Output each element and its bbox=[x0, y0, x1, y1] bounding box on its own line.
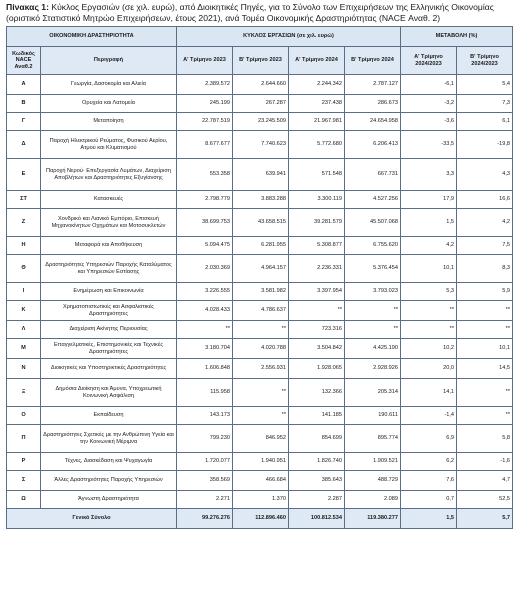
row-q2-2024: 667.731 bbox=[345, 159, 401, 191]
row-q1-2024: 3.397.954 bbox=[289, 283, 345, 301]
row-q1-2023: 358.569 bbox=[177, 471, 233, 491]
row-q1-change: -1,4 bbox=[401, 407, 457, 425]
row-code: Ρ bbox=[7, 453, 41, 471]
row-q2-2023: 2.644.660 bbox=[233, 75, 289, 95]
table-row bbox=[7, 453, 513, 471]
row-q2-2023: 4.020.788 bbox=[233, 339, 289, 359]
row-q1-2024: 2.236.331 bbox=[289, 255, 345, 283]
total-q1-2023: 99.276.276 bbox=[177, 509, 233, 529]
table-row bbox=[7, 113, 513, 131]
row-q2-2024: 4.527.256 bbox=[345, 191, 401, 209]
table-row bbox=[7, 407, 513, 425]
row-description: Επαγγελματικές, Επιστημονικές και Τεχνικές Δραστηριότητες bbox=[41, 339, 177, 359]
row-code: Η bbox=[7, 237, 41, 255]
row-code: Ε bbox=[7, 159, 41, 191]
row-q2-change: -1,6 bbox=[457, 453, 513, 471]
row-description: Δημόσια Διοίκηση και Άμυνα, Υποχρεωτική Κοινωνική Ασφάλιση bbox=[41, 379, 177, 407]
row-q2-change: 14,5 bbox=[457, 359, 513, 379]
row-q1-2023: 22.787.519 bbox=[177, 113, 233, 131]
row-q1-change: 0,7 bbox=[401, 491, 457, 509]
row-description: Παροχή Νερού· Επεξεργασία Λυμάτων, Διαχείριση Αποβλήτων και Δραστηριότητες Εξυγίανσης bbox=[41, 159, 177, 191]
row-code: ΣΤ bbox=[7, 191, 41, 209]
row-q2-2024: 3.793.023 bbox=[345, 283, 401, 301]
row-description: Χονδρικό και Λιανικό Εμπόριο, Επισκευή Μηχανοκίνητων Οχημάτων και Μοτοσυκλετών bbox=[41, 209, 177, 237]
row-q1-2024: 723.316 bbox=[289, 321, 345, 339]
row-description: Δραστηριότητες Σχετικές με την Ανθρώπινη Υγεία και την Κοινωνική Μέριμνα bbox=[41, 425, 177, 453]
row-q2-2024: 24.654.958 bbox=[345, 113, 401, 131]
row-q1-2024: 1.826.740 bbox=[289, 453, 345, 471]
row-code: Δ bbox=[7, 131, 41, 159]
row-q2-2024: 488.729 bbox=[345, 471, 401, 491]
total-q2-2023: 112.896.460 bbox=[233, 509, 289, 529]
row-q2-change: 10,1 bbox=[457, 339, 513, 359]
row-q2-2024: ** bbox=[345, 321, 401, 339]
table-row bbox=[7, 339, 513, 359]
row-q1-2023: 3.226.555 bbox=[177, 283, 233, 301]
row-q1-2023: 2.798.779 bbox=[177, 191, 233, 209]
row-q2-2024: 895.774 bbox=[345, 425, 401, 453]
row-q1-2024: 39.281.579 bbox=[289, 209, 345, 237]
row-code: Κ bbox=[7, 301, 41, 321]
code-column-header: Κωδικός NACE Αναθ.2 bbox=[7, 47, 41, 75]
row-q1-2023: 2.030.369 bbox=[177, 255, 233, 283]
row-q1-2023: 799.230 bbox=[177, 425, 233, 453]
q2-2023-column-header: Β' Τρίμηνο 2023 bbox=[233, 47, 289, 75]
table-row bbox=[7, 159, 513, 191]
table-row bbox=[7, 237, 513, 255]
row-description: Εκπαίδευση bbox=[41, 407, 177, 425]
row-q1-change: 20,0 bbox=[401, 359, 457, 379]
row-q1-2023: 2.271 bbox=[177, 491, 233, 509]
row-q1-2023: 2.389.572 bbox=[177, 75, 233, 95]
row-q1-2024: 5.308.877 bbox=[289, 237, 345, 255]
row-q1-change: ** bbox=[401, 321, 457, 339]
description-column-header: Περιγραφή bbox=[41, 47, 177, 75]
total-q1-2024: 100.812.534 bbox=[289, 509, 345, 529]
row-code: Θ bbox=[7, 255, 41, 283]
row-q2-2024: 2.787.127 bbox=[345, 75, 401, 95]
row-q1-2024: ** bbox=[289, 301, 345, 321]
row-code: Α bbox=[7, 75, 41, 95]
row-q2-change: 4,2 bbox=[457, 209, 513, 237]
total-q1-change: 1,5 bbox=[401, 509, 457, 529]
row-description: Διαχείριση Ακίνητης Περιουσίας bbox=[41, 321, 177, 339]
row-q2-2023: 267.287 bbox=[233, 95, 289, 113]
row-q2-change: ** bbox=[457, 301, 513, 321]
row-q2-2023: ** bbox=[233, 321, 289, 339]
row-description: Μεταποίηση bbox=[41, 113, 177, 131]
row-q2-2024: 2.089 bbox=[345, 491, 401, 509]
row-description: Μεταφορά και Αποθήκευση bbox=[41, 237, 177, 255]
row-description: Τέχνες, Διασκέδαση και Ψυχαγωγία bbox=[41, 453, 177, 471]
table-row bbox=[7, 379, 513, 407]
row-q1-2024: 571.548 bbox=[289, 159, 345, 191]
row-q2-2023: 466.684 bbox=[233, 471, 289, 491]
row-q2-2024: 5.376.454 bbox=[345, 255, 401, 283]
row-q2-change: -19,8 bbox=[457, 131, 513, 159]
row-q2-change: 5,8 bbox=[457, 425, 513, 453]
row-description: Άγνωστη Δραστηριότητα bbox=[41, 491, 177, 509]
row-q2-2024: 1.909.521 bbox=[345, 453, 401, 471]
row-q2-2023: 846.952 bbox=[233, 425, 289, 453]
table-row bbox=[7, 283, 513, 301]
row-q1-2024: 5.772.680 bbox=[289, 131, 345, 159]
activity-group-header: ΟΙΚΟΝΟΜΙΚΗ ΔΡΑΣΤΗΡΙΟΤΗΤΑ bbox=[7, 27, 177, 47]
row-q1-change: 10,2 bbox=[401, 339, 457, 359]
row-q1-2024: 237.438 bbox=[289, 95, 345, 113]
table-row bbox=[7, 425, 513, 453]
row-q1-2024: 2.287 bbox=[289, 491, 345, 509]
row-q2-2024: 45.507.068 bbox=[345, 209, 401, 237]
row-q2-change: ** bbox=[457, 407, 513, 425]
row-description: Ορυχεία και Λατομεία bbox=[41, 95, 177, 113]
row-description: Κατασκευές bbox=[41, 191, 177, 209]
row-q2-change: 4,3 bbox=[457, 159, 513, 191]
row-q1-change: 6,2 bbox=[401, 453, 457, 471]
row-q1-change: -3,6 bbox=[401, 113, 457, 131]
table-row bbox=[7, 95, 513, 113]
row-description: Παροχή Ηλεκτρικού Ρεύματος, Φυσικού Αερίου, Ατμού και Κλιματισμού bbox=[41, 131, 177, 159]
table-row bbox=[7, 321, 513, 339]
row-q2-change: 7,3 bbox=[457, 95, 513, 113]
table-caption bbox=[6, 2, 512, 24]
row-q1-2023: 143.173 bbox=[177, 407, 233, 425]
row-q1-2023: 1.720.077 bbox=[177, 453, 233, 471]
row-code: Ζ bbox=[7, 209, 41, 237]
turnover-table bbox=[6, 26, 513, 529]
row-q1-2024: 854.699 bbox=[289, 425, 345, 453]
row-q1-change: -33,5 bbox=[401, 131, 457, 159]
row-q2-change: 6,1 bbox=[457, 113, 513, 131]
row-q2-2023: 23.245.509 bbox=[233, 113, 289, 131]
row-q2-change: 52,5 bbox=[457, 491, 513, 509]
row-q1-change: 1,5 bbox=[401, 209, 457, 237]
row-q1-change: 7,6 bbox=[401, 471, 457, 491]
row-q1-2023: 115.958 bbox=[177, 379, 233, 407]
row-q2-2023: 4.964.157 bbox=[233, 255, 289, 283]
row-q2-2024: 190.611 bbox=[345, 407, 401, 425]
row-q2-2024: ** bbox=[345, 301, 401, 321]
row-code: Ο bbox=[7, 407, 41, 425]
table-row bbox=[7, 255, 513, 283]
row-q1-2023: 245.199 bbox=[177, 95, 233, 113]
row-q2-2023: 2.556.931 bbox=[233, 359, 289, 379]
row-q1-change: -3,2 bbox=[401, 95, 457, 113]
row-code: Β bbox=[7, 95, 41, 113]
total-q2-change: 5,7 bbox=[457, 509, 513, 529]
row-code: Ξ bbox=[7, 379, 41, 407]
row-q2-2023: 6.281.955 bbox=[233, 237, 289, 255]
table-row bbox=[7, 209, 513, 237]
q1-change-column-header: Α' Τρίμηνο 2024/2023 bbox=[401, 47, 457, 75]
row-q2-2024: 6.206.413 bbox=[345, 131, 401, 159]
row-q2-2023: 43.658.515 bbox=[233, 209, 289, 237]
q1-2024-column-header: Α' Τρίμηνο 2024 bbox=[289, 47, 345, 75]
table-row bbox=[7, 191, 513, 209]
turnover-group-header: ΚΥΚΛΟΣ ΕΡΓΑΣΙΩΝ (σε χιλ. ευρώ) bbox=[177, 27, 401, 47]
row-q2-2023: ** bbox=[233, 407, 289, 425]
change-group-header: ΜΕΤΑΒΟΛΗ (%) bbox=[401, 27, 513, 47]
row-q2-2023: 3.883.288 bbox=[233, 191, 289, 209]
row-code: Π bbox=[7, 425, 41, 453]
table-row bbox=[7, 75, 513, 95]
row-q2-2024: 205.314 bbox=[345, 379, 401, 407]
q2-change-column-header: Β' Τρίμηνο 2024/2023 bbox=[457, 47, 513, 75]
row-q1-2024: 3.504.842 bbox=[289, 339, 345, 359]
total-row bbox=[7, 509, 513, 529]
row-q1-2023: 38.699.753 bbox=[177, 209, 233, 237]
row-q1-change: 6,9 bbox=[401, 425, 457, 453]
row-q2-change: 5,4 bbox=[457, 75, 513, 95]
row-q2-2024: 286.673 bbox=[345, 95, 401, 113]
total-label: Γενικό Σύνολο bbox=[7, 509, 177, 529]
row-description: Διοικητικές και Υποστηρικτικές Δραστηριότητες bbox=[41, 359, 177, 379]
row-q1-2024: 2.244.342 bbox=[289, 75, 345, 95]
row-q2-2023: 3.581.982 bbox=[233, 283, 289, 301]
row-code: Γ bbox=[7, 113, 41, 131]
row-q2-change: 5,9 bbox=[457, 283, 513, 301]
row-q2-change: 8,3 bbox=[457, 255, 513, 283]
row-q1-2023: 1.606.848 bbox=[177, 359, 233, 379]
row-q2-change: 4,7 bbox=[457, 471, 513, 491]
row-code: Ω bbox=[7, 491, 41, 509]
row-q1-change: 5,3 bbox=[401, 283, 457, 301]
row-q2-change: ** bbox=[457, 379, 513, 407]
row-q2-2023: 7.740.623 bbox=[233, 131, 289, 159]
q2-2024-column-header: Β' Τρίμηνο 2024 bbox=[345, 47, 401, 75]
table-row bbox=[7, 491, 513, 509]
row-q1-2024: 132.366 bbox=[289, 379, 345, 407]
q1-2023-column-header: Α' Τρίμηνο 2023 bbox=[177, 47, 233, 75]
row-q1-2024: 385.643 bbox=[289, 471, 345, 491]
row-q2-change: ** bbox=[457, 321, 513, 339]
table-row bbox=[7, 359, 513, 379]
row-q1-2023: 8.677.677 bbox=[177, 131, 233, 159]
row-q2-2024: 6.755.620 bbox=[345, 237, 401, 255]
row-q2-2023: 1.940.951 bbox=[233, 453, 289, 471]
row-description: Άλλες Δραστηριότητες Παροχής Υπηρεσιών bbox=[41, 471, 177, 491]
row-q1-change: 17,9 bbox=[401, 191, 457, 209]
row-q2-2023: 4.786.637 bbox=[233, 301, 289, 321]
row-q2-2024: 2.928.926 bbox=[345, 359, 401, 379]
total-q2-2024: 119.380.277 bbox=[345, 509, 401, 529]
row-q1-2024: 141.185 bbox=[289, 407, 345, 425]
row-code: Ι bbox=[7, 283, 41, 301]
row-q1-2023: 4.028.433 bbox=[177, 301, 233, 321]
row-q1-change: 4,2 bbox=[401, 237, 457, 255]
row-q2-change: 7,5 bbox=[457, 237, 513, 255]
row-q1-2024: 3.300.119 bbox=[289, 191, 345, 209]
row-q1-change: -6,1 bbox=[401, 75, 457, 95]
row-q1-change: 3,3 bbox=[401, 159, 457, 191]
row-q2-2024: 4.425.190 bbox=[345, 339, 401, 359]
row-code: Λ bbox=[7, 321, 41, 339]
row-description: Γεωργία, Δασοκομία και Αλιεία bbox=[41, 75, 177, 95]
row-q1-2024: 1.928.065 bbox=[289, 359, 345, 379]
row-q1-2023: 3.180.704 bbox=[177, 339, 233, 359]
row-q1-2023: 553.358 bbox=[177, 159, 233, 191]
row-q1-change: ** bbox=[401, 301, 457, 321]
table-row bbox=[7, 131, 513, 159]
row-q2-2023: 1.370 bbox=[233, 491, 289, 509]
row-code: Μ bbox=[7, 339, 41, 359]
row-q1-2023: ** bbox=[177, 321, 233, 339]
table-body bbox=[7, 75, 513, 529]
row-q1-2024: 21.967.981 bbox=[289, 113, 345, 131]
row-q2-2023: ** bbox=[233, 379, 289, 407]
row-q1-change: 10,1 bbox=[401, 255, 457, 283]
row-description: Δραστηριότητες Υπηρεσιών Παροχής Καταλύματος και Υπηρεσιών Εστίασης bbox=[41, 255, 177, 283]
caption-label: Πίνακας 1: bbox=[6, 2, 49, 12]
row-code: Ν bbox=[7, 359, 41, 379]
row-q1-2023: 5.094.475 bbox=[177, 237, 233, 255]
row-q2-change: 16,6 bbox=[457, 191, 513, 209]
row-description: Ενημέρωση και Επικοινωνία bbox=[41, 283, 177, 301]
row-q1-change: 14,1 bbox=[401, 379, 457, 407]
caption-text: Κύκλος Εργασιών (σε χιλ. ευρώ), από Διοικητικές Πηγές, για το Σύνολο των Επιχειρήσεων της Ελληνικής Οικονομίας (οριστικό Στατιστικό Μητρώο Επιχειρήσεων, έτους 2021), ανά Τομέα Οικονομικής Δραστηριότητας (NACE Αναθ. 2) bbox=[6, 2, 494, 23]
table-row bbox=[7, 471, 513, 491]
row-q2-2023: 639.941 bbox=[233, 159, 289, 191]
table-row bbox=[7, 301, 513, 321]
row-description: Χρηματοπιστωτικές και Ασφαλιστικές Δραστηριότητες bbox=[41, 301, 177, 321]
row-code: Σ bbox=[7, 471, 41, 491]
